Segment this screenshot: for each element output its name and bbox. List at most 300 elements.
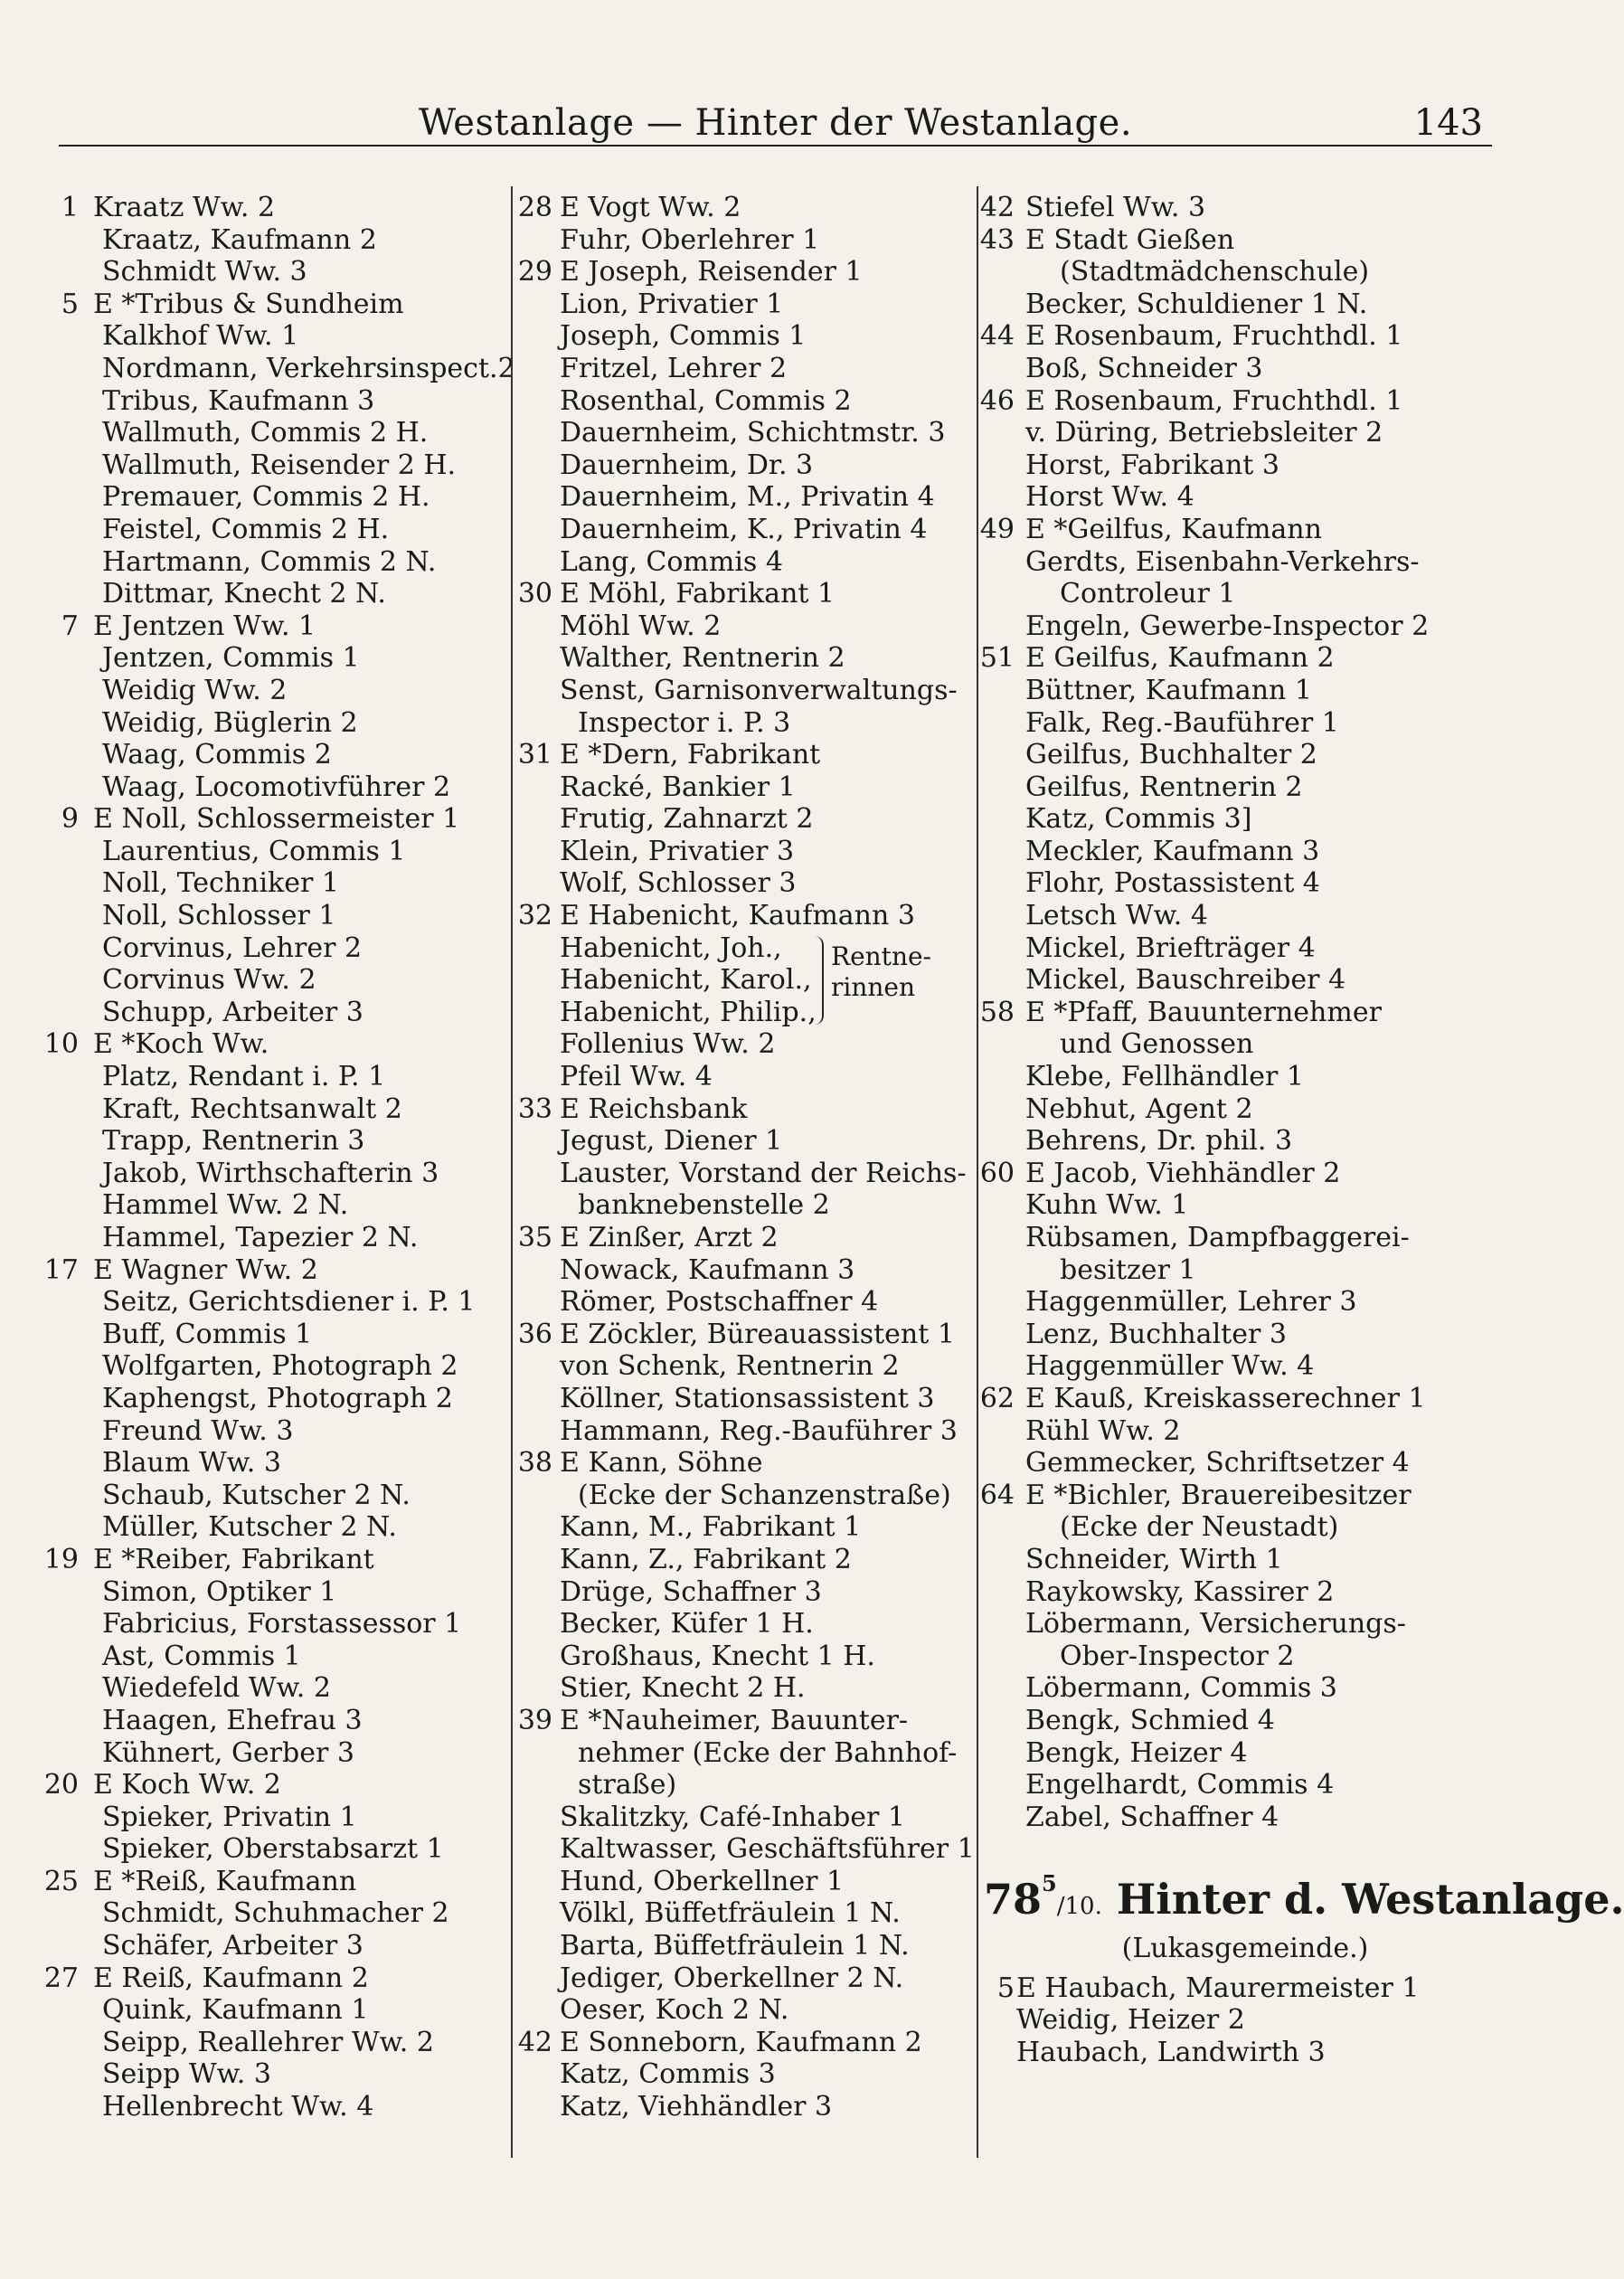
entry-text: E Habenicht, Kaufmann 3 (560, 900, 915, 932)
list-item (513, 1189, 974, 1222)
entry-text: Controleur 1 (1060, 578, 1236, 610)
list-item (513, 1833, 974, 1866)
column-2-lines-b (513, 1028, 974, 2123)
entry-text: Senst, Garnisonverwaltungs- (560, 674, 958, 706)
entry-text: Gemmecker, Schriftsetzer 4 (1025, 1447, 1410, 1480)
list-item (513, 1769, 974, 1801)
entry-text: Engelhardt, Commis 4 (1025, 1769, 1335, 1801)
list-item (513, 1641, 974, 1673)
column-1 (41, 192, 515, 2123)
entry-text: Römer, Postschaffner 4 (560, 1286, 879, 1319)
entry-text: E Haubach, Maurermeister 1 (1016, 1972, 1420, 2004)
list-item (513, 1383, 974, 1415)
list-item (513, 739, 974, 771)
entry-text: Trapp, Rentnerin 3 (102, 1125, 365, 1158)
house-number: 30 (517, 578, 552, 610)
list-item (978, 2037, 1512, 2069)
brace-label: Rentne- rinnen (831, 941, 932, 1002)
list-item (41, 578, 493, 610)
list-item (513, 514, 974, 546)
entry-text: Horst, Fabrikant 3 (1025, 449, 1279, 481)
entry-text: Falk, Reg.-Bauführer 1 (1025, 706, 1339, 739)
list-item (513, 192, 974, 224)
list-item (978, 739, 1512, 771)
entry-text: Kuhn Ww. 1 (1025, 1189, 1189, 1222)
house-number: 42 (979, 192, 1015, 223)
list-item (41, 739, 493, 771)
entry-text: Kaltwasser, Geschäftsführer 1 (560, 1833, 975, 1866)
list-item (513, 1897, 974, 1930)
house-number: 31 (517, 739, 552, 771)
list-item (41, 771, 493, 804)
list-item (978, 2004, 1512, 2037)
list-item (41, 1415, 493, 1448)
entry-text: Schäfer, Arbeiter 3 (102, 1930, 364, 1962)
entry-text: Hellenbrecht Ww. 4 (102, 2091, 374, 2123)
entry-text: Kann, M., Fabrikant 1 (560, 1511, 862, 1544)
entry-text: Kalkhof Ww. 1 (102, 320, 299, 353)
list-item (978, 1447, 1512, 1480)
entry-text: E Zöckler, Büreauassistent 1 (560, 1318, 955, 1350)
list-item (513, 1866, 974, 1898)
list-item (513, 449, 974, 482)
spacer (978, 1833, 1512, 1866)
list-item (513, 1286, 974, 1319)
entry-text: Follenius Ww. 2 (560, 1028, 776, 1061)
house-number: 5 (996, 1972, 1015, 2004)
house-number: 38 (517, 1447, 552, 1480)
list-item (41, 642, 493, 675)
entry-text: Drüge, Schaffner 3 (560, 1575, 822, 1608)
house-number: 64 (979, 1479, 1015, 1511)
list-item (41, 192, 493, 224)
house-number: 7 (61, 610, 79, 642)
entry-text: Waag, Locomotivführer 2 (102, 771, 451, 803)
list-item (41, 836, 493, 868)
list-item (41, 1672, 493, 1705)
list-item (41, 2058, 493, 2091)
list-item (978, 997, 1512, 1029)
entry-text: Flohr, Postassistent 4 (1025, 867, 1320, 900)
list-item (513, 1028, 974, 1061)
list-item (978, 224, 1512, 257)
list-item (978, 256, 1512, 288)
entry-text: Corvinus, Lehrer 2 (102, 931, 363, 964)
entry-text: (Ecke der Schanzenstraße) (578, 1479, 951, 1511)
entry-text: Noll, Techniker 1 (102, 867, 339, 900)
entry-text: Tribus, Kaufmann 3 (102, 384, 375, 417)
entry-text: Haggenmüller, Lehrer 3 (1025, 1286, 1357, 1319)
list-item (513, 417, 974, 449)
header-rule (59, 145, 1492, 147)
house-number: 29 (517, 256, 552, 288)
list-item (513, 1672, 974, 1705)
house-number: 27 (43, 1962, 79, 1994)
list-item (978, 288, 1512, 321)
list-item (978, 1125, 1512, 1158)
list-item (41, 1962, 493, 1995)
entry-text: Wolf, Schlosser 3 (560, 867, 797, 900)
house-number: 51 (979, 642, 1015, 675)
entry-text: Schmidt Ww. 3 (102, 256, 307, 288)
house-number: 9 (61, 803, 79, 836)
entry-text: Fabricius, Forstassessor 1 (102, 1608, 462, 1641)
list-item (41, 1866, 493, 1898)
list-item (513, 1608, 974, 1641)
section-subtitle: (Lukasgemeinde.) (1121, 1933, 1369, 1965)
list-item (978, 353, 1512, 385)
list-item (978, 1511, 1512, 1544)
list-item (41, 1222, 493, 1254)
entry-text: Ast, Commis 1 (102, 1640, 301, 1672)
entry-text: E *Reiß, Kaufmann (93, 1865, 357, 1897)
entry-text: Mickel, Bauschreiber 4 (1025, 964, 1346, 997)
entry-text: besitzer 1 (1060, 1253, 1196, 1286)
entry-text: Kraatz, Kaufmann 2 (102, 223, 377, 256)
house-number: 39 (517, 1704, 552, 1736)
list-item (41, 610, 493, 643)
list-item (41, 1641, 493, 1673)
entry-text: Ober-Inspector 2 (1060, 1640, 1295, 1672)
entry-text: Hammel Ww. 2 N. (102, 1189, 349, 1222)
entry-text: Katz, Commis 3 (560, 2058, 776, 2091)
list-item (978, 707, 1512, 740)
entry-text: Raykowsky, Kassirer 2 (1025, 1575, 1335, 1608)
list-item (978, 546, 1512, 579)
entry-text: E Rosenbaum, Fruchthdl. 1 (1025, 384, 1403, 417)
house-number: 28 (517, 192, 552, 223)
entry-text: Quink, Kaufmann 1 (102, 1994, 369, 2027)
list-item (513, 2027, 974, 2059)
list-item (978, 1608, 1512, 1641)
entry-text: Waag, Commis 2 (102, 739, 332, 771)
list-item (41, 1383, 493, 1415)
list-item (978, 1350, 1512, 1383)
column-3 (977, 186, 1624, 2158)
list-item (513, 1576, 974, 1609)
entry-text: Spieker, Oberstabsarzt 1 (102, 1833, 444, 1866)
entry-text: E *Bichler, Brauereibesitzer (1025, 1479, 1412, 1511)
list-item (513, 385, 974, 418)
list-item (41, 1737, 493, 1770)
entry-text: E Joseph, Reisender 1 (560, 256, 863, 288)
house-number: 49 (979, 513, 1015, 545)
column-2 (511, 186, 974, 2158)
list-item (41, 385, 493, 418)
list-item (513, 803, 974, 836)
list-item (41, 1994, 493, 2027)
entry-text: E Jacob, Viehhändler 2 (1025, 1157, 1341, 1189)
list-item (513, 1994, 974, 2027)
entry-text: nehmer (Ecke der Bahnhof- (578, 1736, 958, 1769)
list-item (41, 352, 515, 385)
entry-text: Klebe, Fellhändler 1 (1025, 1061, 1304, 1093)
list-item (978, 1028, 1512, 1061)
list-item: Habenicht, Karol., (560, 964, 812, 997)
entry-text: Weidig, Büglerin 2 (102, 706, 358, 739)
entry-text: Hammel, Tapezier 2 N. (102, 1222, 419, 1253)
entry-text: Möhl Ww. 2 (560, 610, 722, 642)
list-item (978, 1641, 1512, 1673)
entry-text: Premauer, Commis 2 H. (102, 481, 430, 514)
entry-text: Nordmann, Verkehrsinspect.2 (102, 352, 515, 384)
entry-text: Köllner, Stationsassistent 3 (560, 1382, 935, 1414)
entry-text: Jentzen, Commis 1 (102, 642, 360, 675)
entry-text: E Noll, Schlossermeister 1 (93, 803, 460, 836)
list-item (41, 1125, 493, 1158)
entry-text: (Ecke der Neustadt) (1060, 1511, 1339, 1544)
entry-text: Löbermann, Versicherungs- (1025, 1608, 1406, 1641)
entry-text: Dauernheim, M., Privatin 4 (560, 481, 935, 514)
list-item (978, 675, 1512, 707)
list-item (513, 1801, 974, 1834)
list-item (978, 1544, 1512, 1576)
entry-text: Seitz, Gerichtsdiener i. P. 1 (102, 1286, 476, 1319)
list-item (978, 1319, 1512, 1351)
entry-text: Simon, Optiker 1 (102, 1575, 337, 1608)
list-item (978, 1189, 1512, 1222)
entry-text: Racké, Bankier 1 (560, 771, 796, 803)
house-number: 36 (517, 1318, 552, 1350)
list-item (41, 1769, 493, 1801)
list-item (978, 803, 1512, 836)
entry-text: Feistel, Commis 2 H. (102, 513, 390, 545)
list-item (513, 224, 974, 257)
entry-text: Spieker, Privatin 1 (102, 1801, 357, 1833)
entry-text: Haagen, Ehefrau 3 (102, 1704, 363, 1736)
list-item (41, 449, 493, 482)
entry-text: Letsch Ww. 4 (1025, 900, 1208, 932)
entry-text: Fuhr, Oberlehrer 1 (560, 223, 820, 256)
entry-text: (Stadtmädchenschule) (1060, 256, 1370, 288)
entry-text: Boß, Schneider 3 (1025, 352, 1263, 384)
list-item (978, 964, 1512, 997)
entry-text: v. Düring, Betriebsleiter 2 (1025, 417, 1383, 449)
entry-text: E Stadt Gießen (1025, 223, 1235, 256)
page-header (59, 86, 1492, 149)
entry-text: E Rosenbaum, Fruchthdl. 1 (1025, 320, 1403, 353)
entry-text: Jakob, Wirthschafterin 3 (102, 1157, 439, 1189)
entry-text: Bengk, Heizer 4 (1025, 1736, 1248, 1769)
list-item (41, 1897, 493, 1930)
house-number: 60 (979, 1157, 1015, 1189)
list-item (513, 1254, 974, 1287)
column-3-lines (978, 186, 1512, 1833)
column-2-lines-a (513, 186, 974, 932)
list-item (978, 836, 1512, 868)
entry-text: Großhaus, Knecht 1 H. (560, 1640, 875, 1672)
entry-text: Katz, Viehhändler 3 (560, 2091, 833, 2123)
entry-text: Kaphengst, Photograph 2 (102, 1382, 453, 1414)
list-item (41, 1705, 493, 1737)
list-item (513, 1158, 974, 1190)
entry-text: Barta, Büffetfräulein 1 N. (560, 1930, 910, 1962)
entry-text: E Reiß, Kaufmann 2 (93, 1962, 369, 1994)
entry-text: Gerdts, Eisenbahn-Verkehrs- (1025, 545, 1420, 578)
list-item (978, 1254, 1512, 1287)
entry-text: Lang, Commis 4 (560, 545, 783, 578)
entry-text: Dauernheim, K., Privatin 4 (560, 513, 928, 545)
house-number: 17 (43, 1253, 79, 1286)
list-item (513, 578, 974, 610)
list-item (978, 449, 1512, 482)
list-item (978, 320, 1512, 353)
entry-text: Noll, Schlosser 1 (102, 900, 336, 932)
list-item (41, 1930, 493, 1962)
list-item (513, 1930, 974, 1962)
list-item (513, 771, 974, 804)
list-item (41, 997, 493, 1029)
entry-text: E *Reiber, Fabrikant (93, 1543, 374, 1575)
list-item (513, 1480, 974, 1512)
column-3-lines-b (978, 1965, 1512, 2069)
list-item (978, 1576, 1512, 1609)
entry-text: E *Tribus & Sundheim (93, 288, 404, 320)
entry-text: Haggenmüller Ww. 4 (1025, 1350, 1315, 1383)
list-item (978, 1158, 1512, 1190)
entry-text: Lion, Privatier 1 (560, 288, 784, 320)
habenicht-bracket-group (513, 932, 974, 1029)
entry-text: Joseph, Commis 1 (560, 320, 807, 353)
list-item (978, 867, 1512, 900)
list-item (513, 288, 974, 321)
entry-text: E *Koch Ww. (93, 1028, 269, 1061)
house-number: 20 (43, 1769, 79, 1801)
running-head: Westanlage — Hinter der Westanlage. (418, 102, 1133, 144)
list-item (41, 707, 493, 740)
house-number: 1 (61, 192, 79, 223)
entry-text: Fritzel, Lehrer 2 (560, 352, 788, 384)
section-heading: $78^5/10$. Hinter d. Westanlage. (984, 1870, 1624, 1924)
entry-text: Wiedefeld Ww. 2 (102, 1672, 331, 1705)
entry-text: Hammann, Reg.-Bauführer 3 (560, 1414, 958, 1447)
list-item (41, 320, 493, 353)
entry-text: banknebenstelle 2 (578, 1189, 830, 1222)
house-number: 32 (517, 900, 552, 932)
entry-text: E Möhl, Fabrikant 1 (560, 578, 836, 610)
entry-text: E *Dern, Fabrikant (560, 739, 821, 771)
entry-text: Laurentius, Commis 1 (102, 835, 406, 867)
entry-text: Stiefel Ww. 3 (1025, 192, 1206, 223)
list-item (41, 1093, 493, 1126)
list-item (41, 1319, 493, 1351)
entry-text: Dauernheim, Dr. 3 (560, 449, 814, 481)
list-item (978, 1383, 1512, 1415)
list-item (41, 1833, 493, 1866)
entry-text: Müller, Kutscher 2 N. (102, 1511, 397, 1544)
list-item (513, 900, 974, 932)
entry-text: Wallmuth, Commis 2 H. (102, 417, 429, 449)
entry-text: Bengk, Schmied 4 (1025, 1704, 1275, 1736)
list-item: Habenicht, Joh., (560, 931, 782, 964)
entry-text: E Geilfus, Kaufmann 2 (1025, 642, 1335, 675)
entry-text: Becker, Küfer 1 H. (560, 1608, 814, 1641)
list-item (978, 771, 1512, 804)
list-item (513, 867, 974, 900)
entry-text: Schupp, Arbeiter 3 (102, 996, 364, 1028)
entry-text: und Genossen (1060, 1028, 1254, 1061)
list-item (978, 417, 1512, 449)
list-item (41, 1254, 493, 1287)
entry-text: Weidig Ww. 2 (102, 674, 288, 706)
list-item (978, 1093, 1512, 1126)
entry-text: E *Pfaff, Bauunternehmer (1025, 996, 1382, 1028)
entry-text: E Wagner Ww. 2 (93, 1253, 318, 1286)
list-item (513, 320, 974, 353)
list-item (978, 1415, 1512, 1448)
entry-text: E Koch Ww. 2 (93, 1769, 281, 1801)
entry-text: Engeln, Gewerbe-Inspector 2 (1025, 610, 1430, 642)
entry-text: Freund Ww. 3 (102, 1414, 294, 1447)
list-item (978, 385, 1512, 418)
list-item (978, 1672, 1512, 1705)
list-item (513, 675, 974, 707)
entry-text: Jegust, Diener 1 (560, 1125, 783, 1158)
list-item (513, 1125, 974, 1158)
entry-text: Oeser, Koch 2 N. (560, 1994, 789, 2027)
house-number: 42 (517, 2026, 552, 2058)
list-item (41, 481, 493, 514)
entry-text: Katz, Commis 3] (1025, 803, 1252, 836)
list-item (513, 2091, 974, 2123)
list-item (978, 642, 1512, 675)
entry-text: Dauernheim, Schichtmstr. 3 (560, 417, 946, 449)
house-number: 46 (979, 384, 1015, 417)
house-number: 33 (517, 1092, 552, 1125)
entry-text: Walther, Rentnerin 2 (560, 642, 845, 675)
list-item (978, 481, 1512, 514)
entry-text: Wolfgarten, Photograph 2 (102, 1350, 458, 1383)
entry-text: E Kann, Söhne (560, 1447, 763, 1480)
list-item (41, 1544, 493, 1576)
entry-text: Lauster, Vorstand der Reichs- (560, 1157, 967, 1189)
list-item (41, 1447, 493, 1480)
entry-text: Meckler, Kaufmann 3 (1025, 835, 1320, 867)
list-item (978, 610, 1512, 643)
list-item (513, 1737, 974, 1770)
house-number: 58 (979, 996, 1015, 1028)
entry-text: E Jentzen Ww. 1 (93, 610, 316, 642)
house-number: 5 (61, 288, 79, 320)
list-item (41, 288, 493, 321)
house-number: 44 (979, 320, 1015, 353)
entry-text: Platz, Rendant i. P. 1 (102, 1061, 386, 1093)
entry-text: Büttner, Kaufmann 1 (1025, 674, 1312, 706)
entry-text: Kann, Z., Fabrikant 2 (560, 1543, 852, 1575)
entry-text: Geilfus, Rentnerin 2 (1025, 771, 1303, 803)
house-number: 25 (43, 1865, 79, 1897)
list-item (978, 1769, 1512, 1801)
entry-text: Schneider, Wirth 1 (1025, 1543, 1283, 1575)
page-number: 143 (1413, 102, 1483, 144)
list-item (41, 1511, 493, 1544)
entry-text: Völkl, Büffetfräulein 1 N. (560, 1897, 901, 1930)
list-item (41, 417, 493, 449)
entry-text: Seipp, Reallehrer Ww. 2 (102, 2026, 434, 2058)
list-item (41, 2091, 493, 2123)
entry-text: Lenz, Buchhalter 3 (1025, 1318, 1287, 1350)
list-item (978, 1705, 1512, 1737)
list-item (978, 1737, 1512, 1770)
entry-text: Jediger, Oberkellner 2 N. (560, 1962, 904, 1994)
list-item (41, 1576, 493, 1609)
entry-text: Mickel, Briefträger 4 (1025, 931, 1316, 964)
entry-text: Rübsamen, Dampfbaggerei- (1025, 1222, 1410, 1253)
entry-text: Becker, Schuldiener 1 N. (1025, 288, 1368, 320)
entry-text: Horst Ww. 4 (1025, 481, 1194, 514)
entry-text: Schmidt, Schuhmacher 2 (102, 1897, 449, 1930)
list-item (978, 514, 1512, 546)
